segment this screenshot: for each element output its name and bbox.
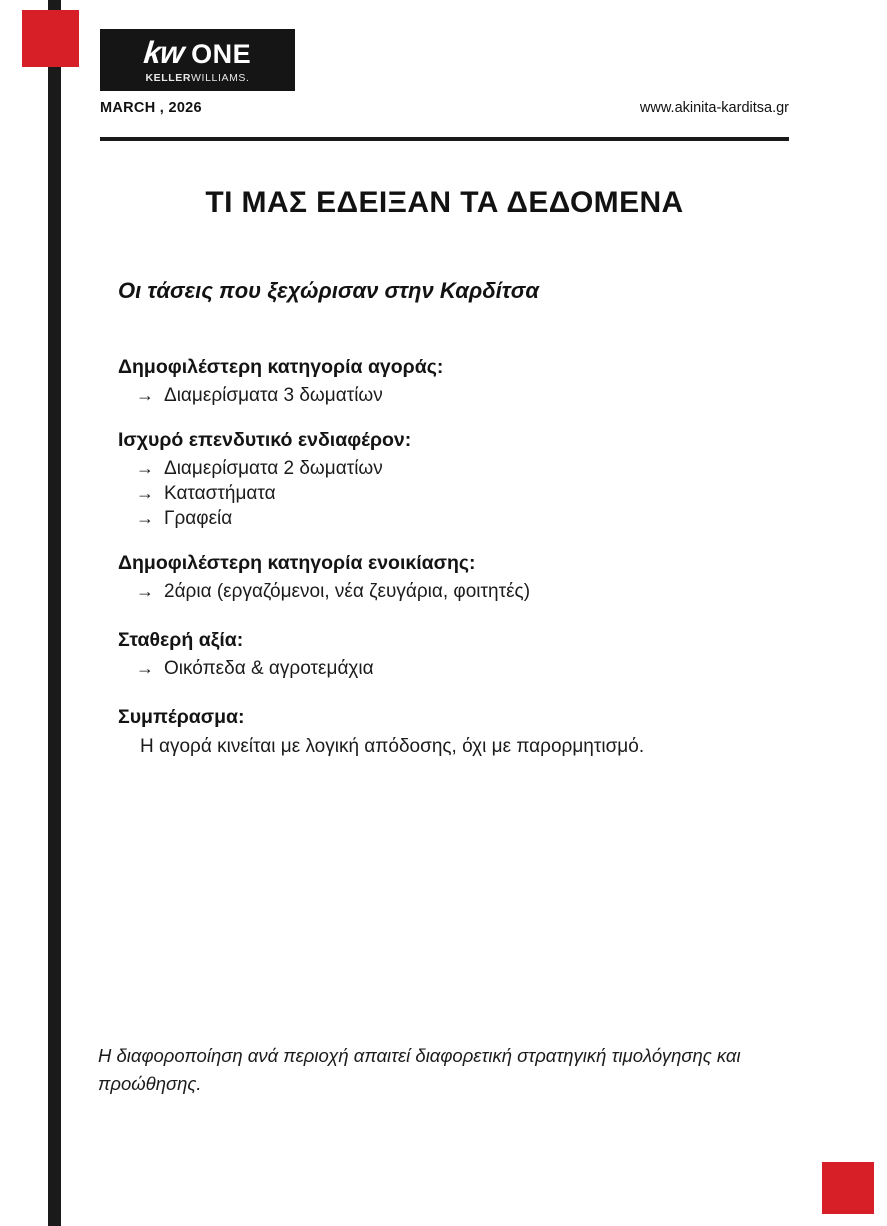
- logo-wordmark-row: [141, 34, 252, 70]
- bottom-right-accent-square: [822, 1162, 874, 1214]
- kw-one-logo: [100, 29, 295, 91]
- header-divider: [100, 137, 789, 141]
- list-item: [118, 581, 788, 603]
- section-rental-category: [118, 552, 788, 603]
- list-item-label: 2άρια (εργαζόμενοι, νέα ζευγάρια, φοιτητές): [164, 581, 531, 602]
- logo-keller-text: KELLER: [145, 71, 192, 84]
- logo-one-text: ONE: [191, 38, 252, 69]
- list-item: [118, 508, 788, 530]
- section-investment-interest: [118, 429, 788, 530]
- list-item-label: Καταστήματα: [164, 483, 276, 504]
- arrow-icon: →: [136, 581, 154, 601]
- arrow-icon: →: [136, 658, 154, 678]
- arrow-icon: →: [136, 483, 154, 503]
- list-item: [118, 385, 788, 407]
- arrow-icon: →: [136, 458, 154, 478]
- logo-kellerwilliams-row: [145, 72, 249, 84]
- section-stable-value: [118, 629, 788, 680]
- logo-williams-text: WILLIAMS.: [191, 71, 250, 84]
- list-item: [118, 658, 788, 680]
- list-item: [118, 458, 788, 480]
- section-purchase-category: [118, 356, 788, 407]
- arrow-icon: →: [136, 508, 154, 528]
- website-url[interactable]: www.akinita-karditsa.gr: [639, 100, 789, 116]
- list-item: [118, 483, 788, 505]
- section-heading: Δημοφιλέστερη κατηγορία ενοικίασης:: [118, 552, 476, 574]
- list-item-label: Διαμερίσματα 3 δωματίων: [164, 385, 383, 406]
- issue-date: MARCH , 2026: [100, 100, 202, 116]
- left-vertical-bar: [48, 0, 61, 1226]
- arrow-icon: →: [136, 385, 154, 405]
- section-heading: Σταθερή αξία:: [118, 629, 244, 651]
- page-title: ΤΙ ΜΑΣ ΕΔΕΙΞΑΝ ΤΑ ΔΕΔΟΜΕΝΑ: [205, 186, 684, 219]
- section-conclusion: [118, 706, 788, 761]
- top-left-accent-square: [22, 10, 79, 67]
- section-heading: Δημοφιλέστερη κατηγορία αγοράς:: [118, 356, 444, 378]
- page-subtitle: Οι τάσεις που ξεχώρισαν στην Καρδίτσα: [118, 278, 540, 303]
- list-item-label: Γραφεία: [164, 508, 233, 529]
- conclusion-heading: Συμπέρασμα:: [118, 706, 245, 728]
- sections-container: [118, 356, 788, 783]
- list-item-label: Διαμερίσματα 2 δωματίων: [164, 458, 383, 479]
- logo-kw-text: kw: [141, 34, 186, 70]
- conclusion-text: Η αγορά κινείται με λογική απόδοσης, όχι με παρορμητισμό.: [140, 736, 645, 757]
- section-heading: Ισχυρό επενδυτικό ενδιαφέρον:: [118, 429, 412, 451]
- list-item-label: Οικόπεδα & αγροτεμάχια: [164, 658, 374, 679]
- footnote-text: Η διαφοροποίηση ανά περιοχή απαιτεί διαφορετική στρατηγική τιμολόγησης και προώθησης.: [98, 1045, 741, 1094]
